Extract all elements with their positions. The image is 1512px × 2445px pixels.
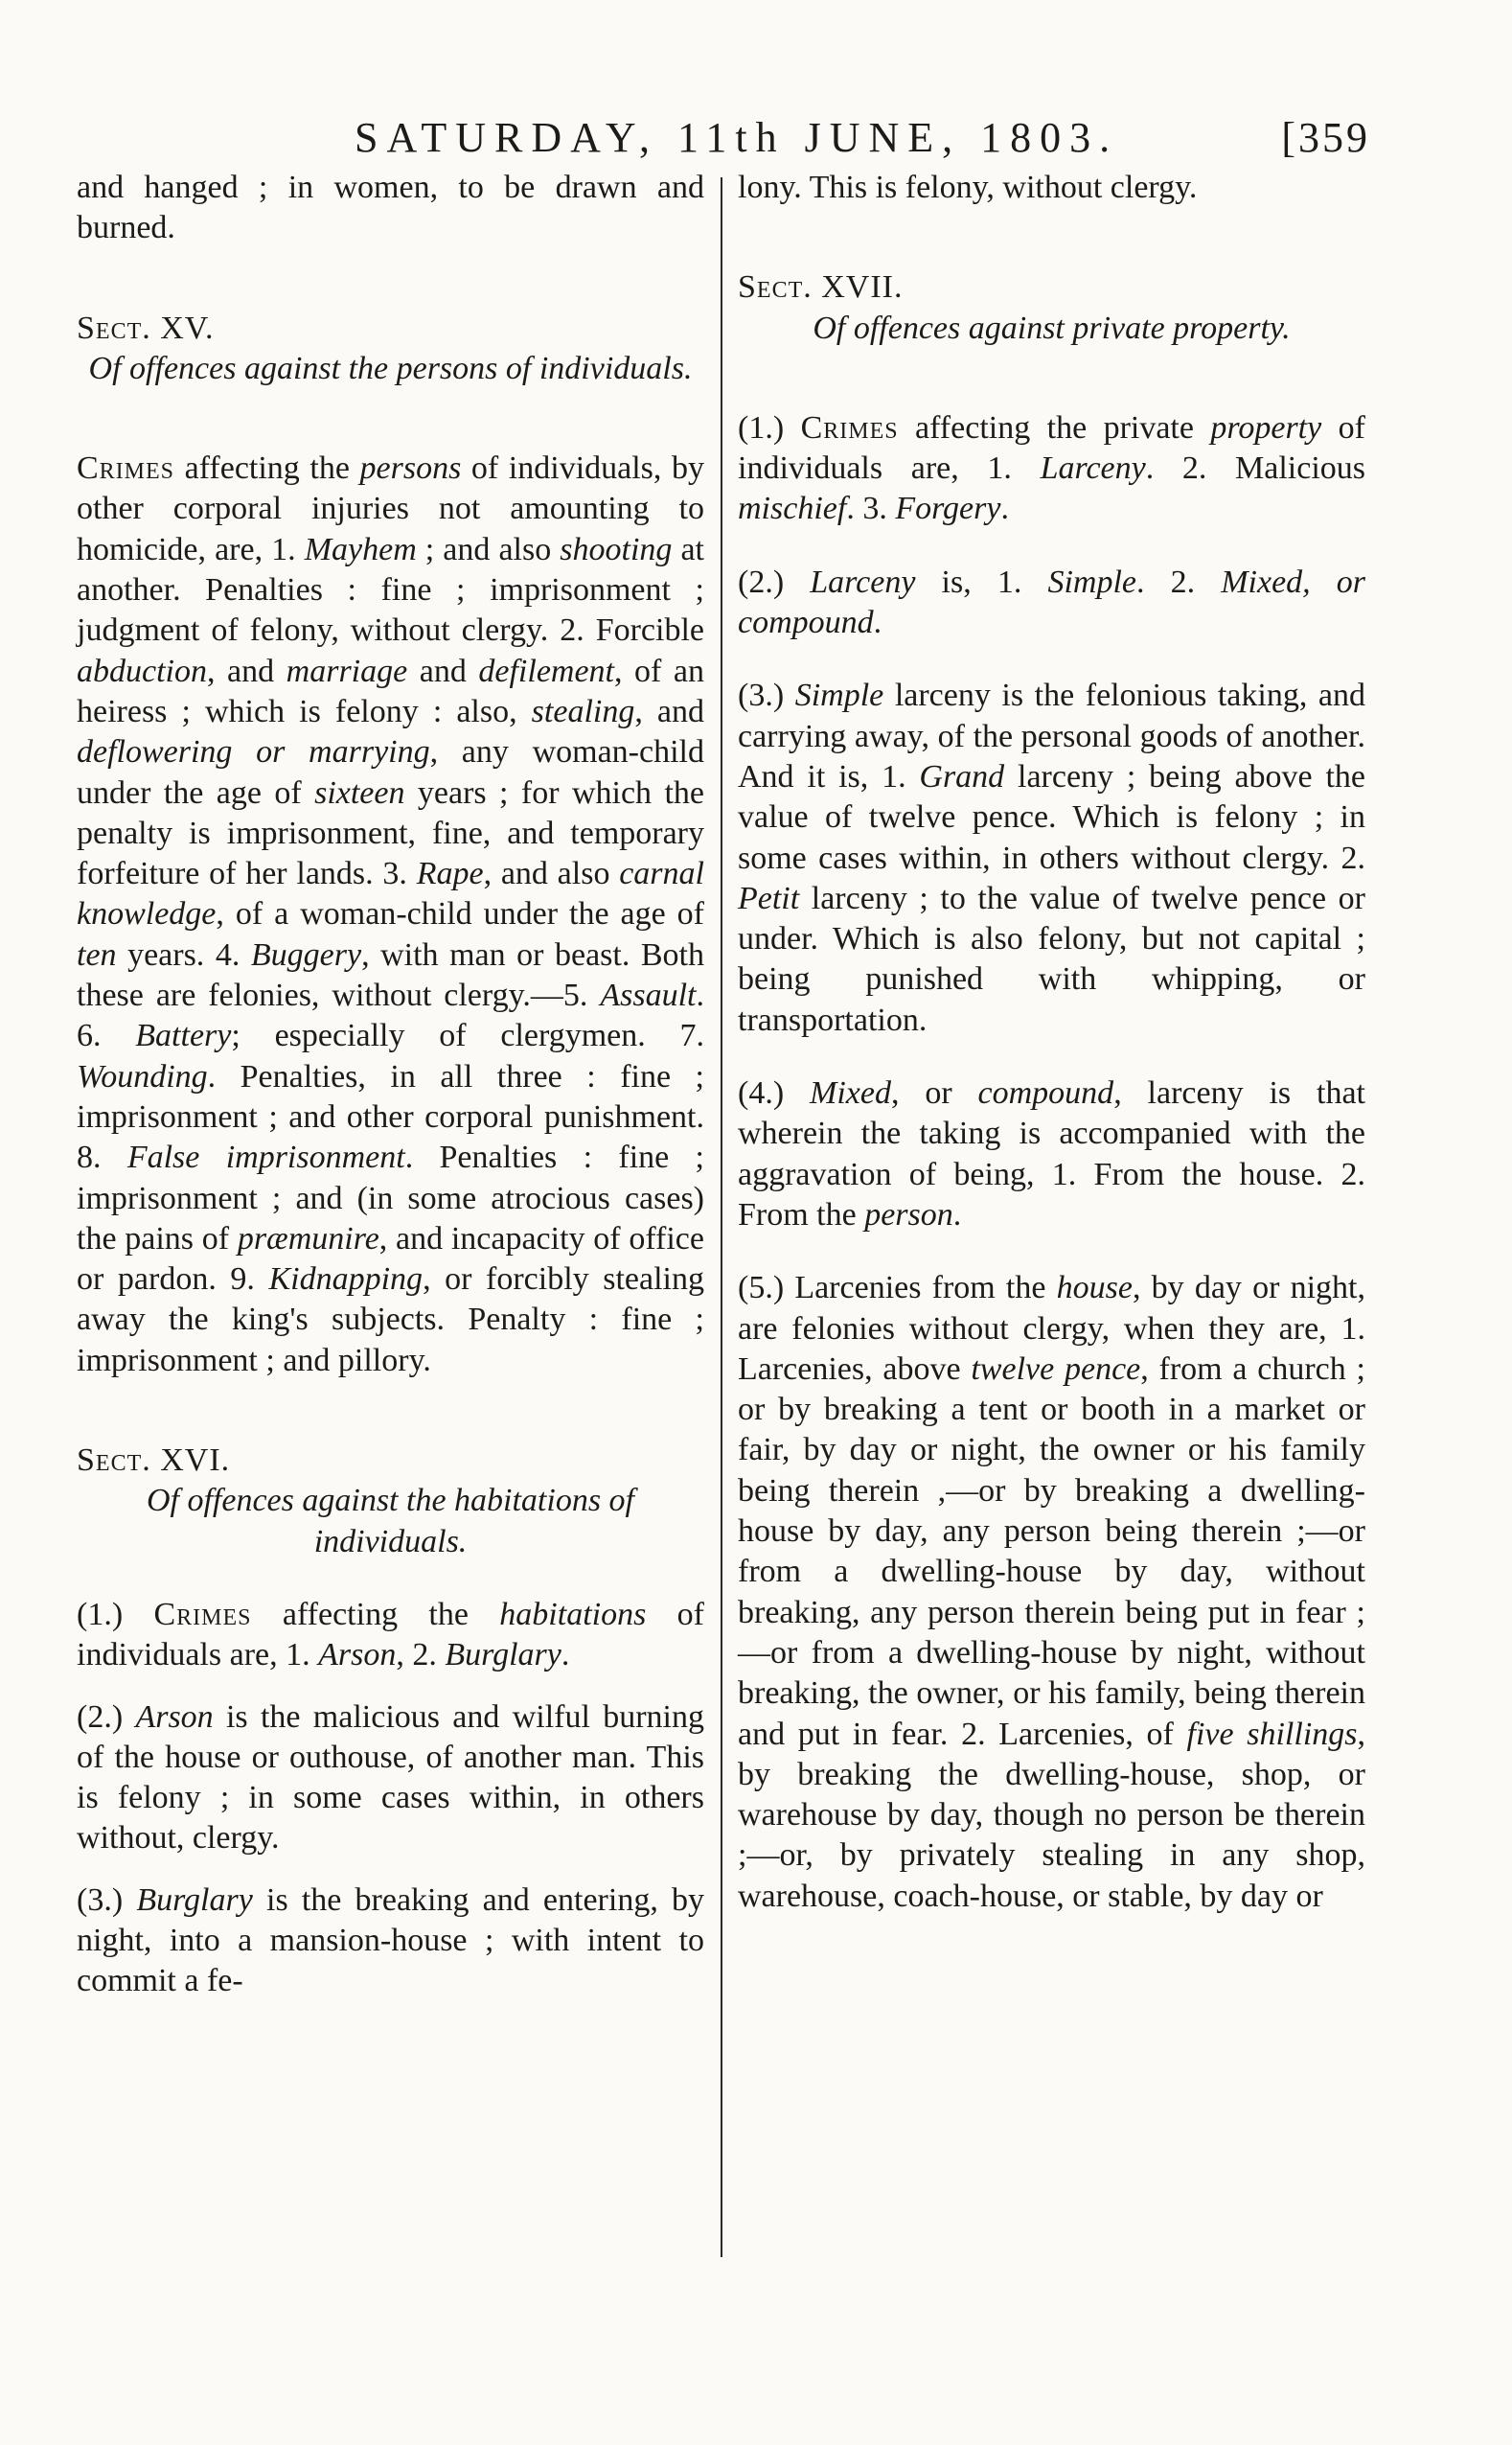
paragraph: and hanged ; in women, to be drawn and burned. [77,170,704,246]
paragraph: (3.) Burglary is the breaking and entering, by night, into a mansion-house ; with intent to commit a fe- [77,1881,704,1999]
section-label: Sect. XVI. [77,1442,231,1479]
running-header [77,113,1380,171]
paragraph: (1.) Crimes affecting the habitations of individuals are, 1. Arson, 2. Burglary. [77,1596,704,1673]
paragraph: (2.) Larceny is, 1. Simple. 2. Mixed, or compound. [738,564,1365,641]
left-column [77,168,704,2002]
paragraph: lony. This is felony, without clergy. [738,170,1198,205]
section-label: Sect. XV. [77,310,215,346]
column-divider [721,177,722,2257]
section-title: Of offences against the habitations of individuals. [146,1483,635,1559]
paragraph: (4.) Mixed, or compound, larceny is that wherein the taking is accompanied with the aggravation of being, 1. From the house. 2. From the person. [738,1075,1365,1233]
section-heading-xvii [738,267,1365,349]
page-number: [359 [1281,114,1370,161]
running-header-title: SATURDAY, 11th JUNE, 1803. [355,114,1119,161]
section-label: Sect. XVII. [738,269,904,306]
paragraph: (5.) Larcenies from the house, by day or night, are felonies without clergy, when they are, 1. Larcenies, above twelve pence, from a church ; or by breaking a tent or booth in a market or fair, by day or night, the owner or his family being therein ,—or by breaking a dwelling-house by day, any person being therein ;—or from a dwelling-house by day, without breaking, any person therein being put in fear ;—or from a dwelling-house by night, without breaking, the owner, or his family, being therein and put in fear. 2. Larcenies, of five shillings, by breaking the dwelling-house, shop, or warehouse by day, though no person be therein ;—or, by privately stealing in any shop, warehouse, coach-house, or stable, by day or [738,1270,1366,1914]
paragraph: (1.) Crimes affecting the private property of individuals are, 1. Larceny. 2. Malicious mischief. 3. Forgery. [738,409,1365,527]
paragraph: (2.) Arson is the malicious and wilful burning of the house or outhouse, of another man. This is felony ; in some cases within, in others without, clergy. [77,1698,704,1857]
right-column [738,168,1365,1917]
section-heading-xv [77,309,704,390]
section-title: Of offences against private property. [813,310,1291,346]
paragraph: Crimes affecting the persons of individuals, by other corporal injuries not amounting to homicide, are, 1. Mayhem ; and also shooting at another. Penalties : fine ; imprisonment ; judgment of felony, without clergy. 2. Forcible abduction, and marriage and defilement, of an heiress ; which is felony : also, stealing, and deflowering or marrying, any woman-child under the age of sixteen years ; for which the penalty is imprisonment, fine, and temporary forfeiture of her lands. 3. Rape, and also carnal knowledge, of a woman-child under the age of ten years. 4. Buggery, with man or beast. Both these are felonies, without clergy.—5. Assault. 6. Battery; especially of clergymen. 7. Wounding. Penalties, in all three : fine ; imprisonment ; and other corporal punishment. 8. False imprisonment. Penalties : fine ; imprisonment ; and (in some atrocious cases) the pains of præmunire, and incapacity of office or pardon. 9. Kidnapping, or forcibly stealing away the king's subjects. Penalty : fine ; imprisonment ; and pillory. [77,450,705,1378]
section-title: Of offences against the persons of individuals. [88,350,693,386]
section-heading-xvi [77,1441,704,1562]
paragraph: (3.) Simple larceny is the felonious taking, and carrying away, of the personal goods of another. And it is, 1. Grand larceny ; being above the value of twelve pence. Which is felony ; in some cases within, in others without clergy. 2. Petit larceny ; to the value of twelve pence or under. Which is also felony, but not capital ; being punished with whipping, or transportation. [738,678,1366,1038]
